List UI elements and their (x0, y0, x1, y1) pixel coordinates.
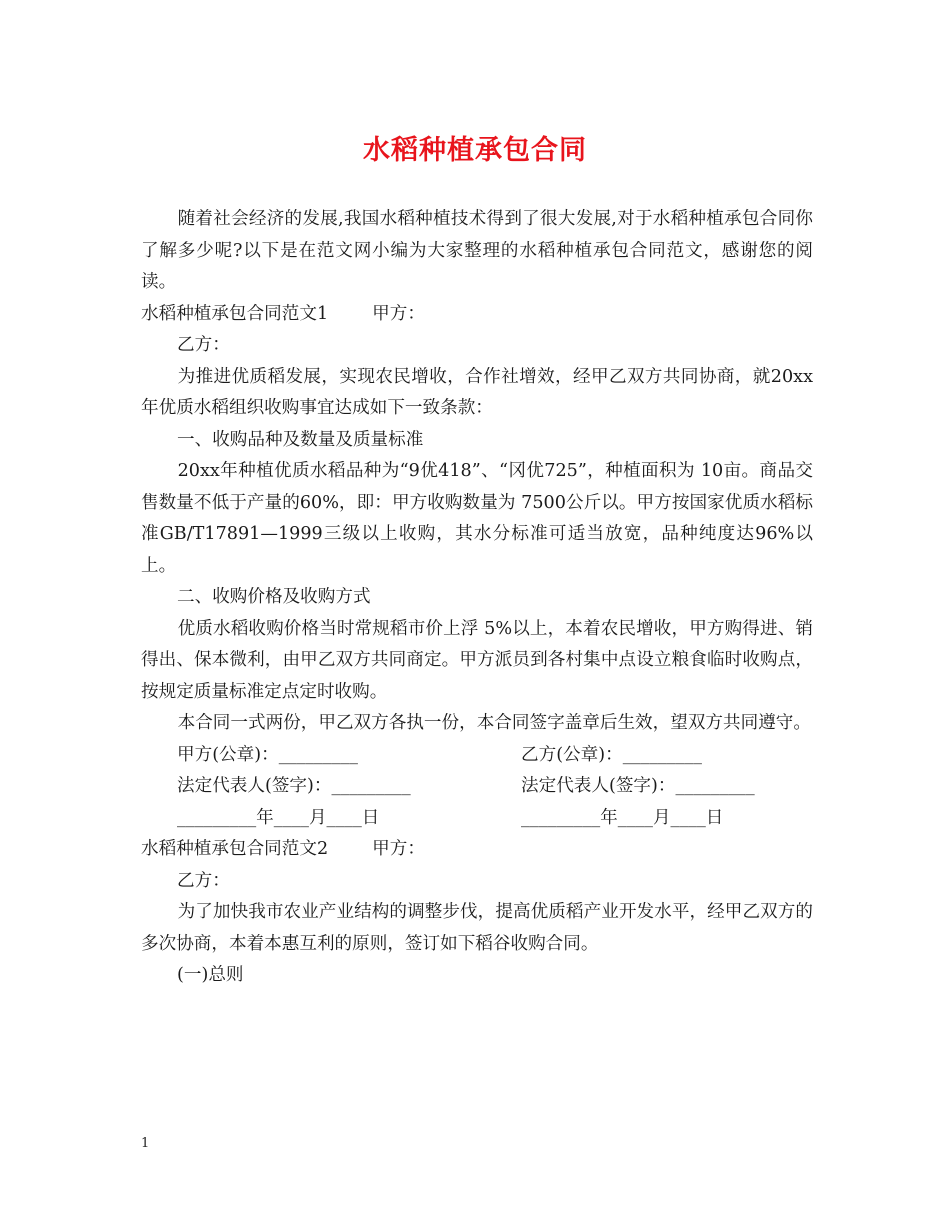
party-b-seal-field: 乙方(公章)：_________ (521, 744, 702, 765)
sample2-party-b: 乙方： (177, 870, 230, 891)
sample1-clause2-text: 优质水稻收购价格当时常规稻市价上浮 5%以上，本着农民增收，甲方购得进、销得出、保本微利，由甲乙双方共同商定。甲方派员到各村集中点设立粮食临时收购点，按规定质量标准定点定时收购。 (141, 618, 813, 702)
sample1-heading: 水稻种植承包合同范文1 (141, 303, 329, 324)
signature-seal-row (141, 740, 813, 772)
party-a-seal-field: 甲方(公章)：_________ (177, 744, 358, 765)
intro-paragraph: 随着社会经济的发展,我国水稻种植技术得到了很大发展,对于水稻种植承包合同你了解多少呢?以下是在范文网小编为大家整理的水稻种植承包合同范文，感谢您的阅读。 (141, 209, 813, 292)
sample1-clause1-text: 20xx年种植优质水稻品种为“9优418”、“冈优725”，种植面积为 10亩。商品交售数量不低于产量的60%，即：甲方收购数量为 7500公斤以。甲方按国家优质水稻标准GB/T17891—1999三级以上收购，其水分标准可适当放宽，品种纯度达96%以上。 (141, 461, 813, 576)
sample1-closing: 本合同一式两份，甲乙双方各执一份，本合同签字盖章后生效，望双方共同遵守。 (177, 713, 811, 733)
sample1-clause2-title: 二、收购价格及收购方式 (177, 587, 371, 607)
sample2-heading: 水稻种植承包合同范文2 (141, 839, 329, 859)
signature-date-row (141, 803, 813, 835)
party-a-representative-field: 法定代表人(签字)：_________ (177, 776, 411, 796)
sample2-preamble: 为了加快我市农业产业结构的调整步伐，提高优质稻产业开发水平，经甲乙双方的多次协商，本着本惠互利的原则，签订如下稻谷收购合同。 (141, 902, 813, 954)
page-number: 1 (141, 1136, 150, 1151)
signature-representative-row (141, 771, 813, 803)
sample2-section1: (一)总则 (177, 965, 244, 985)
sample1-clause1-title: 一、收购品种及数量及质量标准 (177, 429, 424, 450)
sample2-heading-line (141, 834, 813, 866)
sample2-party-a: 甲方： (372, 839, 425, 859)
document-title: 水稻种植承包合同 (363, 135, 587, 166)
document-body (141, 204, 813, 992)
sample1-heading-line (141, 299, 813, 331)
party-a-date-field: _________年____月____日 (177, 807, 380, 828)
sample1-party-a: 甲方： (372, 303, 425, 324)
sample1-preamble: 为推进优质稻发展，实现农民增收，合作社增效，经甲乙双方共同协商，就20xx年优质水稻组织收购事宜达成如下一致条款： (141, 366, 813, 418)
party-b-representative-field: 法定代表人(签字)：_________ (521, 776, 755, 796)
party-b-date-field: _________年____月____日 (521, 807, 724, 828)
sample1-party-b: 乙方： (177, 335, 230, 355)
